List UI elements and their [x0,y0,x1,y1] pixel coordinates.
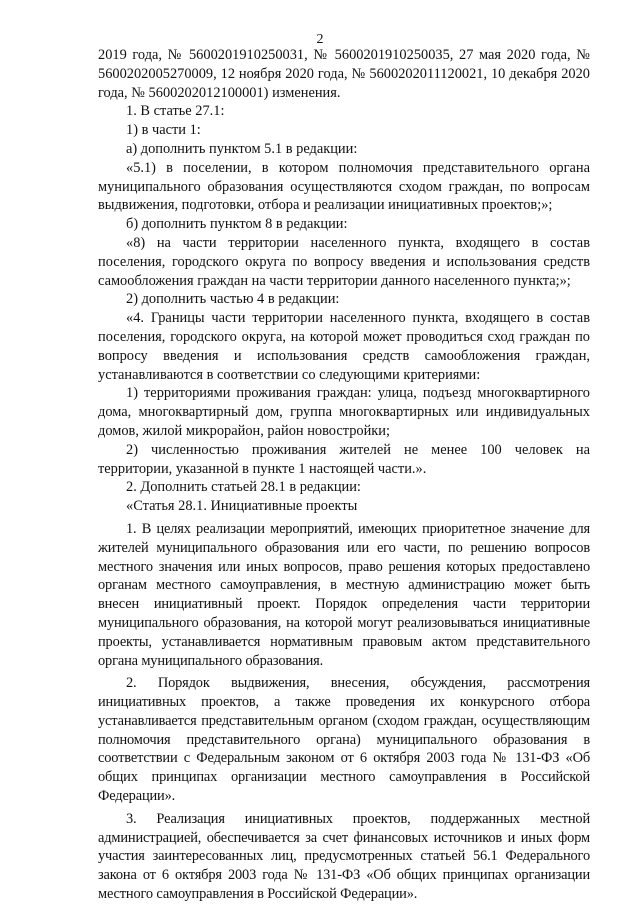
document-body [98,46,590,904]
paragraph: б) дополнить пунктом 8 в редакции: [126,216,348,233]
page-number: 2 [316,32,324,47]
paragraph: 2. Дополнить статьей 28.1 в редакции: [126,479,361,496]
paragraph: а) дополнить пунктом 5.1 в редакции: [126,140,358,157]
paragraph: 1. В статье 27.1: [126,103,225,120]
paragraph: «5.1) в поселении, в котором полномочия представительного органа муниципального образования осуществляются сходом граждан, по вопросам выдвижения, подготовки, отбора и реализации инициативных проектов;»; [98,159,590,214]
paragraph: 2) численностью проживания жителей не менее 100 человек на территории, указанной в пункте 1 настоящей части.». [98,441,590,477]
paragraph: 1) в части 1: [126,122,201,139]
paragraph: «Статья 28.1. Инициативные проекты [126,498,358,515]
paragraph: «4. Границы части территории населенного пункта, входящего в состав поселения, городского округа, на которой может проводиться сход граждан по вопросу введения и использования средств самообложения граждан, устанавливаются в соответствии со следующими критериями: [98,310,590,383]
paragraph: «8) на части территории населенного пункта, входящего в состав поселения, городского округа по вопросу введения и использования средств самообложения граждан на части территории данного населенного пункта;»; [98,234,590,289]
paragraph: 3. Реализация инициативных проектов, поддержанных местной администрацией, обеспечивается за счет финансовых источников и иных форм участия заинтересованных лиц, предусмотренных статьей 56.1 Федерального закона от 6 октября 2003 года № 131-ФЗ «Об общих принципах организации местного самоуправления в Российской Федерации». [98,810,590,903]
paragraph: 2) дополнить частью 4 в редакции: [126,291,340,308]
paragraph: 1) территориями проживания граждан: улица, подъезд многоквартирного дома, многоквартирный дом, группа многоквартирных или индивидуальных домов, жилой микрорайон, район новостройки; [98,385,590,439]
paragraph: 2019 года, № 5600201910250031, № 5600201910250035, 27 мая 2020 года, № 5600202005270009, 12 ноября 2020 года, № 5600202011120021, 10 декабря 2020 года, № 5600202012100001) изменения. [98,47,590,101]
paragraph: 2. Порядок выдвижения, внесения, обсуждения, рассмотрения инициативных проектов, а также проведения их конкурсного отбора устанавливается представительным органом (сходом граждан, осуществляющим полномочия представительного органа) муниципального образования в соответствии с Федеральным законом от 6 октября 2003 года № 131-ФЗ «Об общих принципах организации местного самоуправления в Российской Федерации». [98,675,590,805]
paragraph: 1. В целях реализации мероприятий, имеющих приоритетное значение для жителей муниципального образования или его части, по решению вопросов местного значения или иных вопросов, право решения которых предоставлено органам местного самоуправления, в местную администрацию может быть внесен инициативный проект. Порядок определения части территории муниципального образования, на которой могут реализовываться инициативные проекты, устанавливается нормативным правовым актом представительного органа муниципального образования. [98,520,590,669]
